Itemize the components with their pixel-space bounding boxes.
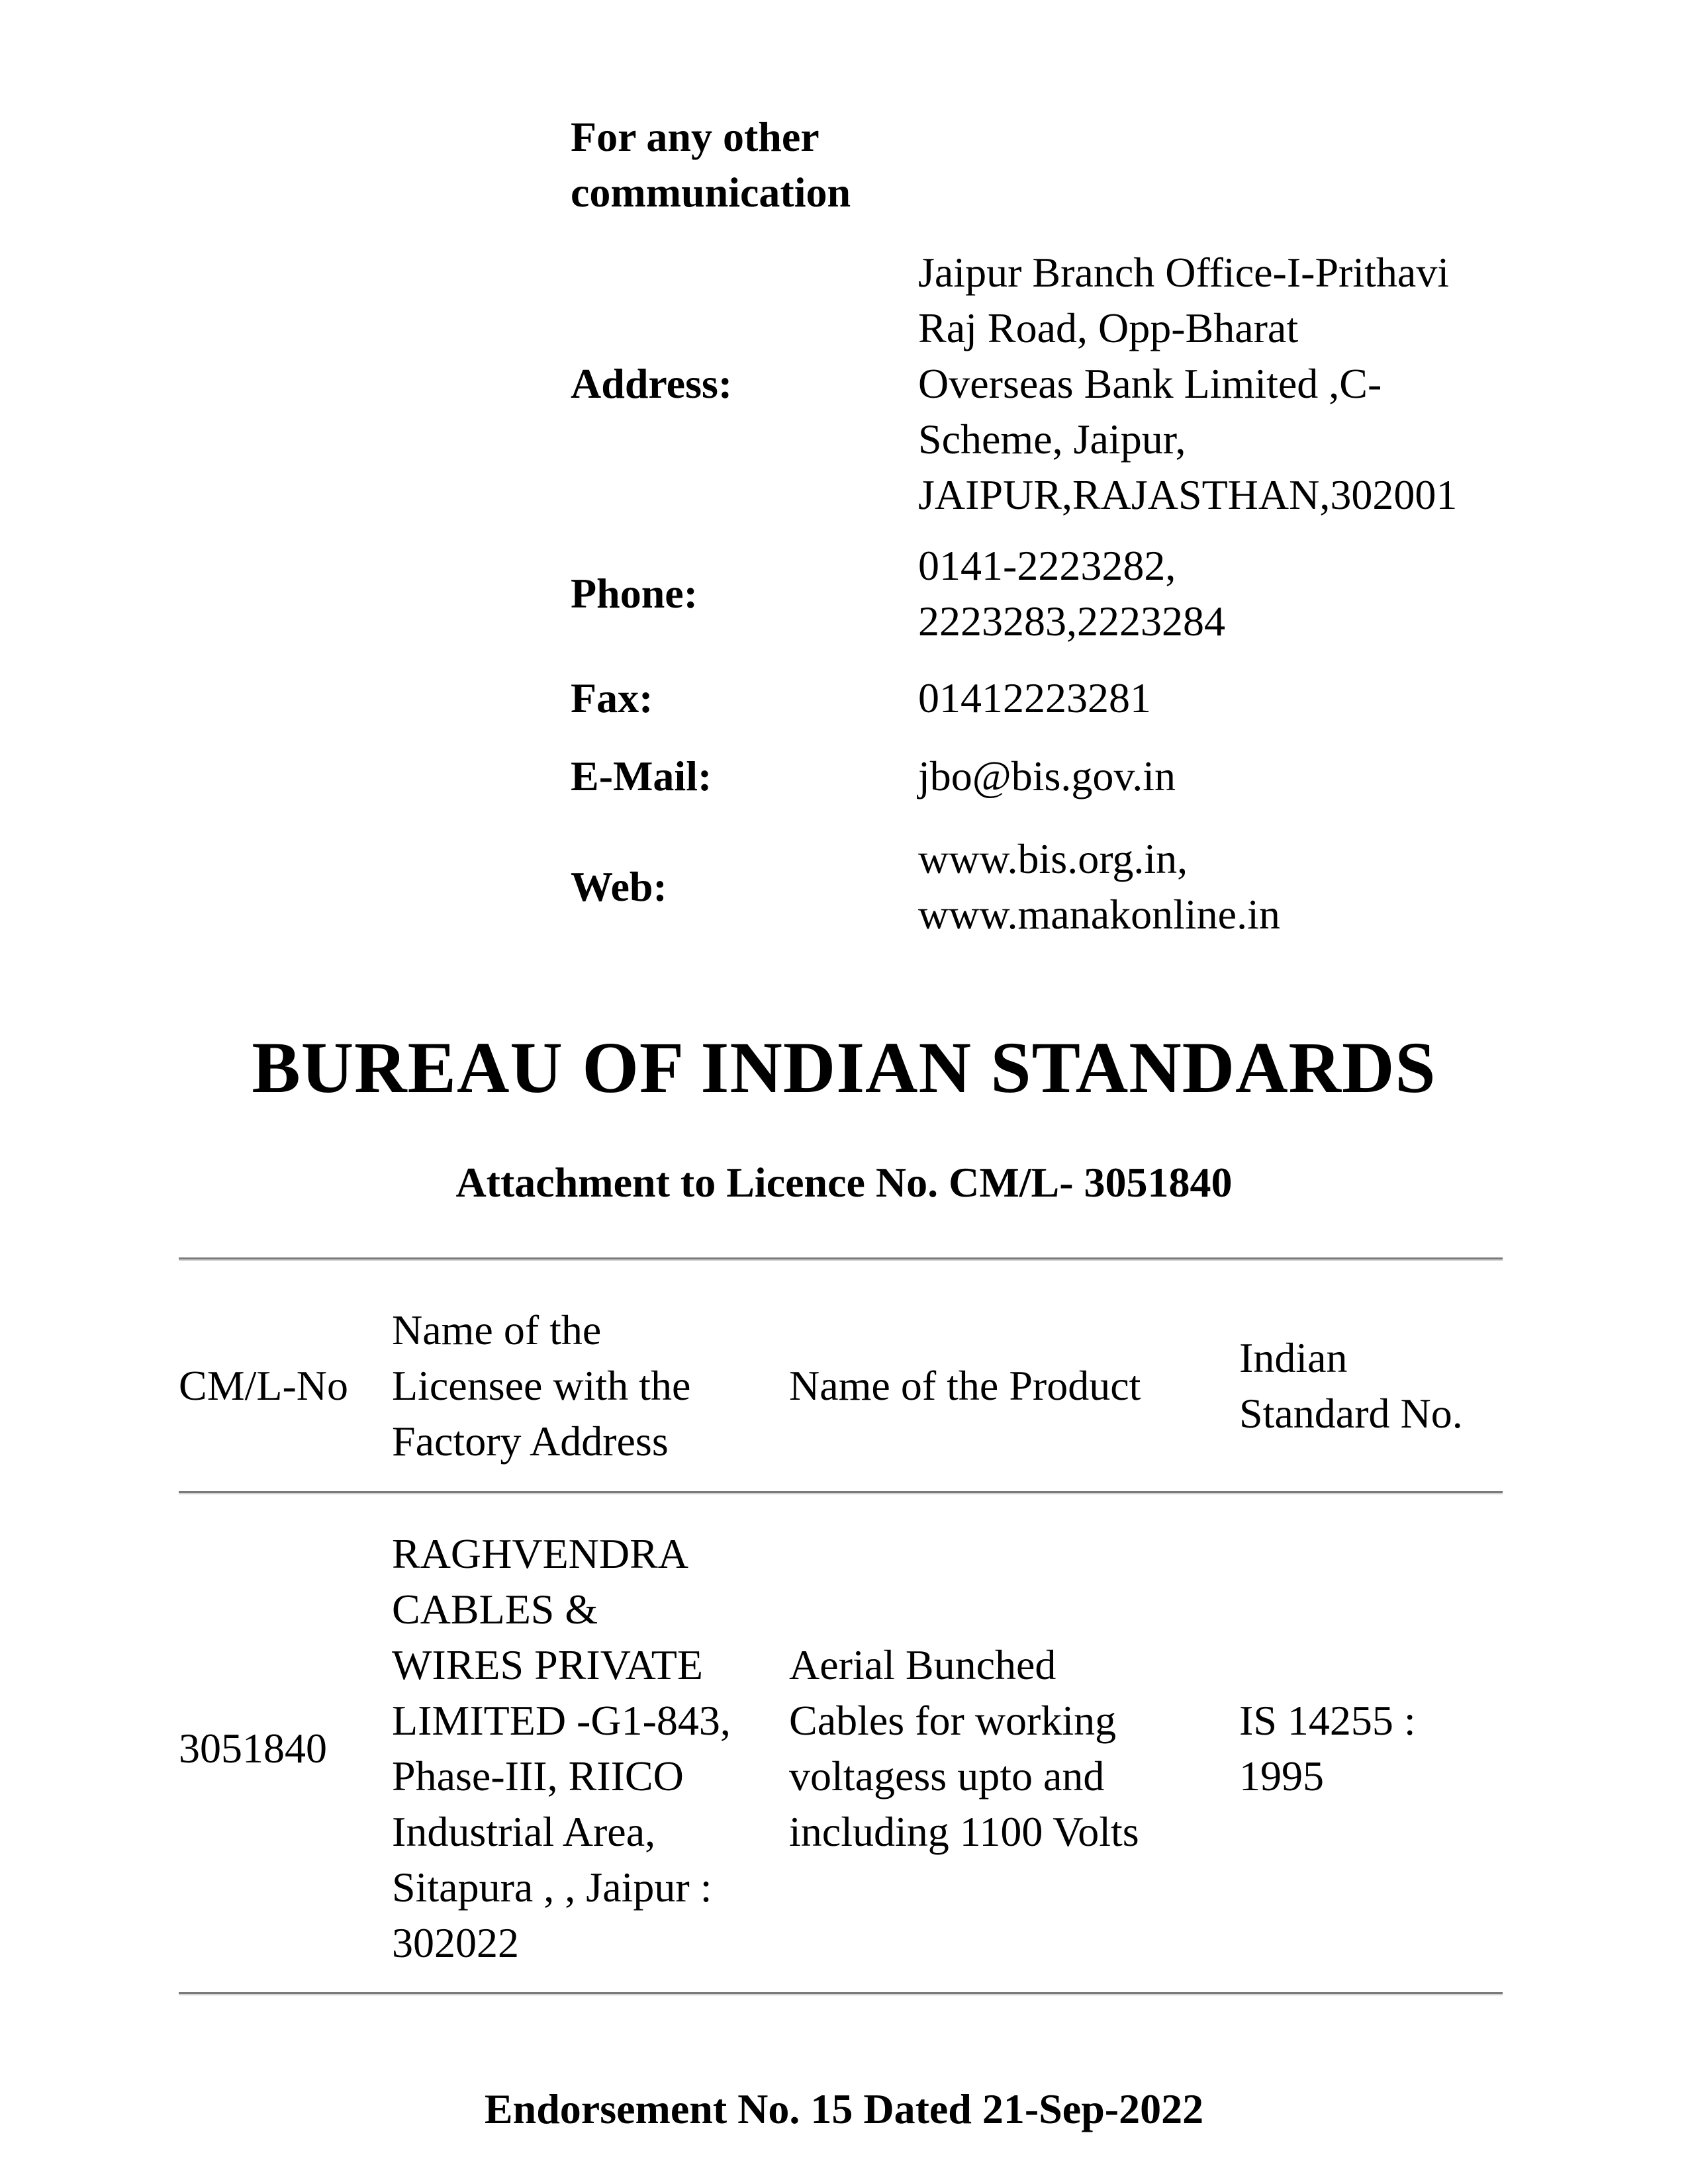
- cell-product-line-2: Cables for working: [789, 1697, 1117, 1744]
- web-row: [571, 831, 1557, 942]
- endorsement-line: Endorsement No. 15 Dated 21-Sep-2022: [484, 2085, 1204, 2132]
- cell-cml-no-line-1: 3051840: [179, 1725, 327, 1772]
- cell-product: [789, 1637, 1239, 1860]
- table-rule-bottom: [179, 1992, 1503, 1995]
- cell-licensee-line-3: WIRES PRIVATE: [392, 1641, 703, 1688]
- phone-line-2: 2223283,2223284: [918, 598, 1225, 645]
- cell-licensee-line-6: Industrial Area,: [392, 1808, 656, 1855]
- header-standard-line-2: Standard No.: [1239, 1390, 1463, 1437]
- table-rule-middle: [179, 1491, 1503, 1494]
- cell-licensee-line-8: 302022: [392, 1919, 519, 1966]
- cell-licensee-line-4: LIMITED -G1-843,: [392, 1697, 731, 1744]
- header-product-line-1: Name of the Product: [789, 1362, 1141, 1409]
- email-value[interactable]: jbo@bis.gov.in: [918, 752, 1176, 799]
- cell-standard-line-2: 1995: [1239, 1752, 1324, 1799]
- header-product: [789, 1358, 1239, 1414]
- cell-licensee-line-2: CABLES &: [392, 1586, 598, 1633]
- cell-licensee-line-1: RAGHVENDRA: [392, 1530, 688, 1577]
- address-line-5: JAIPUR,RAJASTHAN,302001: [918, 471, 1458, 518]
- header-licensee: [392, 1302, 789, 1469]
- header-cml-no-line-1: CM/L-No: [179, 1362, 348, 1409]
- fax-value: 01412223281: [918, 674, 1151, 721]
- header-licensee-line-3: Factory Address: [392, 1418, 669, 1465]
- email-row: [571, 749, 1557, 804]
- fax-label: Fax:: [571, 674, 653, 721]
- address-line-2: Raj Road, Opp-Bharat: [918, 304, 1299, 351]
- cell-licensee-line-7: Sitapura , , Jaipur :: [392, 1864, 712, 1911]
- phone-line-1: 0141-2223282,: [918, 542, 1176, 589]
- phone-row: [571, 538, 1557, 649]
- address-line-3: Overseas Bank Limited ,C-: [918, 360, 1382, 407]
- header-licensee-line-1: Name of the: [392, 1306, 602, 1353]
- cell-standard-line-1: IS 14255 :: [1239, 1697, 1416, 1744]
- address-label: Address:: [571, 360, 733, 407]
- cell-licensee-line-5: Phase-III, RIICO: [392, 1752, 684, 1799]
- contact-heading-line-2: communication: [571, 169, 851, 216]
- page-title: BUREAU OF INDIAN STANDARDS: [252, 1027, 1436, 1108]
- table-header-row: [179, 1302, 1509, 1469]
- web-link-1[interactable]: www.bis.org.in,: [918, 835, 1188, 882]
- web-label: Web:: [571, 863, 667, 910]
- cell-cml-no: [179, 1721, 392, 1776]
- web-value: [918, 831, 1557, 942]
- header-standard-line-1: Indian: [1239, 1334, 1348, 1381]
- cell-standard: [1239, 1693, 1509, 1804]
- fax-row: [571, 670, 1557, 726]
- address-row: [571, 245, 1557, 523]
- web-link-2[interactable]: www.manakonline.in: [918, 891, 1280, 938]
- header-cml-no: [179, 1358, 392, 1414]
- address-line-1: Jaipur Branch Office-I-Prithavi: [918, 249, 1450, 296]
- cell-product-line-1: Aerial Bunched: [789, 1641, 1056, 1688]
- phone-label: Phone:: [571, 570, 698, 617]
- table-rule-top: [179, 1257, 1503, 1261]
- address-value: [918, 245, 1557, 523]
- cell-licensee: [392, 1526, 789, 1971]
- header-licensee-line-2: Licensee with the: [392, 1362, 691, 1409]
- table-row: [179, 1526, 1509, 1971]
- header-standard: [1239, 1330, 1509, 1441]
- contact-heading: [571, 109, 915, 220]
- email-label: E-Mail:: [571, 752, 712, 799]
- address-line-4: Scheme, Jaipur,: [918, 416, 1186, 463]
- attachment-title: Attachment to Licence No. CM/L- 3051840: [455, 1159, 1233, 1206]
- phone-value: [918, 538, 1557, 649]
- cell-product-line-4: including 1100 Volts: [789, 1808, 1139, 1855]
- contact-heading-line-1: For any other: [571, 113, 820, 160]
- cell-product-line-3: voltagess upto and: [789, 1752, 1105, 1799]
